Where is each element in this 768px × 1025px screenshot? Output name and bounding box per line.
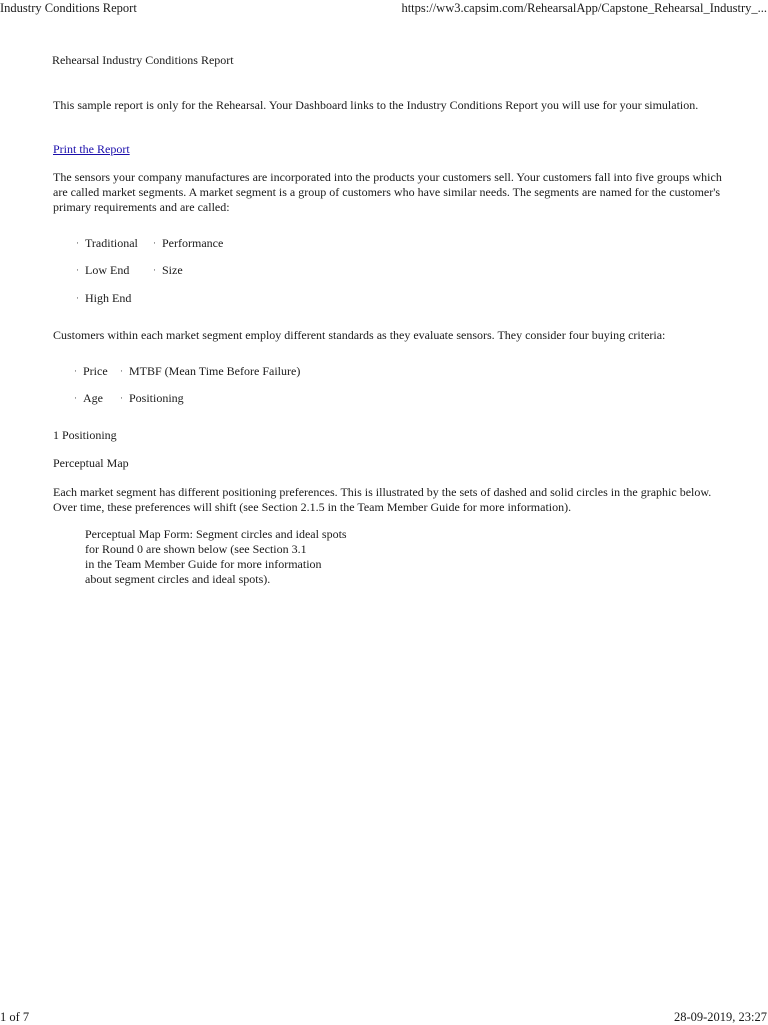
segment-label-low-end: Low End <box>85 263 130 277</box>
list-item <box>76 291 131 307</box>
bullet-icon: · <box>74 366 77 376</box>
caption-line: in the Team Member Guide for more information <box>85 557 322 571</box>
list-item <box>74 391 103 407</box>
bullet-icon: · <box>76 265 79 275</box>
segment-label-traditional: Traditional <box>85 236 138 250</box>
criteria-intro-paragraph: Customers within each market segment employ different standards as they evaluate sensors. They consider four buying criteria: <box>53 328 666 342</box>
list-item <box>153 236 223 252</box>
bullet-icon: · <box>120 366 123 376</box>
positioning-paragraph: Each market segment has different positioning preferences. This is illustrated by the sets of dashed and solid circles in the graphic below. Over time, these preferences will shift (see Section 2.1.5 in the Team Member Guide for more information). <box>53 485 712 514</box>
list-item <box>120 391 184 407</box>
bullet-icon: · <box>153 238 156 248</box>
print-report-link[interactable]: Print the Report <box>53 142 130 156</box>
list-item <box>153 263 183 279</box>
bullet-icon: · <box>76 293 79 303</box>
list-item <box>74 364 108 380</box>
section-heading-positioning: 1 Positioning <box>53 428 117 442</box>
criteria-label-price: Price <box>83 364 108 378</box>
segment-label-performance: Performance <box>162 236 224 250</box>
caption-line: about segment circles and ideal spots). <box>85 572 271 586</box>
segment-label-size: Size <box>162 263 183 277</box>
perceptual-map-form-caption <box>85 527 347 587</box>
list-item <box>120 364 300 380</box>
bullet-icon: · <box>74 393 77 403</box>
page-header-url: https://ww3.capsim.com/RehearsalApp/Capstone_Rehearsal_Industry_... <box>401 1 767 15</box>
criteria-label-mtbf: MTBF (Mean Time Before Failure) <box>129 364 301 378</box>
page-header-title: Industry Conditions Report <box>0 1 137 15</box>
subsection-heading-perceptual-map: Perceptual Map <box>53 456 129 470</box>
intro-paragraph: This sample report is only for the Rehearsal. Your Dashboard links to the Industry Conditions Report you will use for your simulation. <box>53 98 699 112</box>
list-item <box>76 263 129 279</box>
bullet-icon: · <box>76 238 79 248</box>
page-number: 1 of 7 <box>0 1010 30 1024</box>
bullet-icon: · <box>120 393 123 403</box>
caption-line: Perceptual Map Form: Segment circles and ideal spots <box>85 527 347 541</box>
report-title: Rehearsal Industry Conditions Report <box>52 53 234 67</box>
print-timestamp: 28-09-2019, 23:27 <box>673 1010 767 1024</box>
segments-intro-paragraph: The sensors your company manufactures are incorporated into the products your customers sell. Your customers fall into five groups which are called market segments. A market segment is a group of customers who have similar needs. The segments are named for the customer's primary requirements and are called: <box>53 170 722 214</box>
segment-label-high-end: High End <box>85 291 132 305</box>
bullet-icon: · <box>153 265 156 275</box>
criteria-label-age: Age <box>83 391 103 405</box>
list-item <box>76 236 138 252</box>
caption-line: for Round 0 are shown below (see Section 3.1 <box>85 542 307 556</box>
criteria-label-positioning: Positioning <box>129 391 184 405</box>
